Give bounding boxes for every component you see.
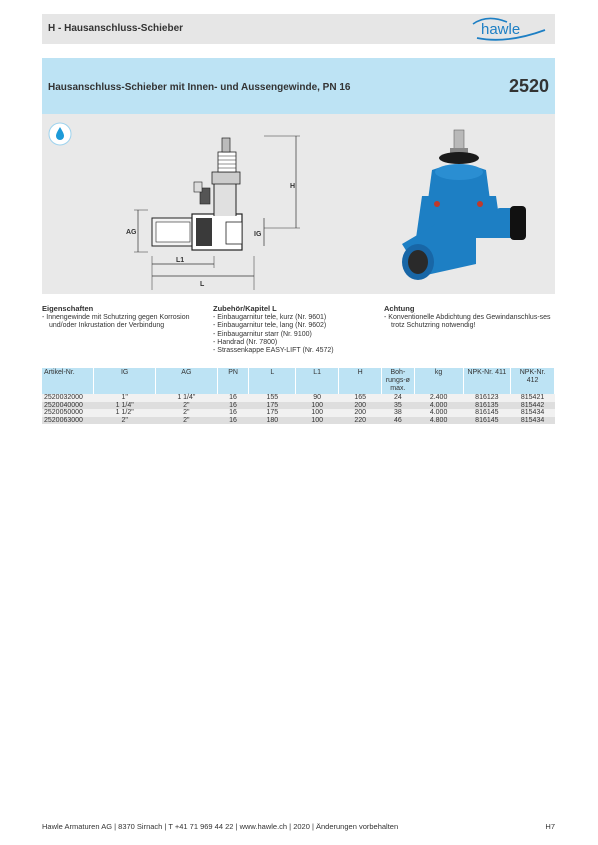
zubehoer-item: - Einbaugarnitur tele, lang (Nr. 9602) <box>213 322 373 330</box>
table-cell: 165 <box>339 394 382 402</box>
table-cell: 100 <box>296 402 339 410</box>
table-cell: 2520063000 <box>42 417 94 425</box>
table-cell: 2" <box>156 417 218 425</box>
col-header: kg <box>414 368 463 394</box>
achtung-item: - Konventionelle Abdichtung des Gewindanschlus-ses trotz Schutzring notwendig! <box>384 314 554 330</box>
table-cell: 16 <box>217 402 249 410</box>
table-cell: 815434 <box>511 409 555 417</box>
dim-label-l: L <box>200 281 205 288</box>
table-cell: 24 <box>382 394 414 402</box>
table-cell: 35 <box>382 402 414 410</box>
table-cell: 2" <box>156 402 218 410</box>
achtung-section <box>384 305 554 331</box>
table-cell: 815442 <box>511 402 555 410</box>
table-cell: 200 <box>339 402 382 410</box>
footer-text: Hawle Armaturen AG | 8370 Sirnach | T +41 71 969 44 22 | www.hawle.ch | 2020 | Änderungen vorbehalten <box>42 822 399 831</box>
table-cell: 100 <box>296 409 339 417</box>
product-image-panel <box>42 114 555 294</box>
col-header: H <box>339 368 382 394</box>
col-header: Artikel-Nr. <box>42 368 94 394</box>
table-header-row <box>42 368 555 394</box>
table-cell: 4.000 <box>414 402 463 410</box>
table-cell: 90 <box>296 394 339 402</box>
dim-label-l1: L1 <box>176 257 185 264</box>
header-bar <box>42 14 555 44</box>
table-cell: 2.400 <box>414 394 463 402</box>
table-cell: 4.000 <box>414 409 463 417</box>
table-cell: 1" <box>94 394 156 402</box>
eigenschaften-section <box>42 305 202 331</box>
section-title: H - Hausanschluss-Schieber <box>48 23 184 34</box>
page-number: H7 <box>545 822 555 831</box>
col-header: PN <box>217 368 249 394</box>
water-drop-icon <box>48 122 72 146</box>
zubehoer-item: - Strassenkappe EASY-LIFT (Nr. 4572) <box>213 347 373 355</box>
table-cell: 2520050000 <box>42 409 94 417</box>
col-header: L <box>249 368 296 394</box>
table-cell: 1 1/2" <box>94 409 156 417</box>
table-cell: 1 1/4" <box>94 402 156 410</box>
table-row <box>42 402 555 410</box>
col-header: L1 <box>296 368 339 394</box>
table-cell: 16 <box>217 394 249 402</box>
table-cell: 100 <box>296 417 339 425</box>
table-row <box>42 417 555 425</box>
product-title-bar <box>42 58 555 114</box>
col-header: NPK-Nr. 411 <box>463 368 511 394</box>
zubehoer-item: - Handrad (Nr. 7800) <box>213 339 373 347</box>
table-cell: 816123 <box>463 394 511 402</box>
table-cell: 815434 <box>511 417 555 425</box>
table-cell: 175 <box>249 409 296 417</box>
product-photo <box>392 120 532 292</box>
col-header: NPK-Nr. 412 <box>511 368 555 394</box>
table-cell: 38 <box>382 409 414 417</box>
table-row <box>42 394 555 402</box>
table-cell: 4.800 <box>414 417 463 425</box>
col-header: IG <box>94 368 156 394</box>
table-body <box>42 394 555 424</box>
table-cell: 816145 <box>463 409 511 417</box>
technical-drawing <box>114 122 344 290</box>
table-cell: 2" <box>94 417 156 425</box>
zubehoer-section <box>213 305 373 355</box>
table-cell: 16 <box>217 417 249 425</box>
col-header: Boh-rungs-ø max. <box>382 368 414 394</box>
eigenschaften-heading: Eigenschaften <box>42 304 94 313</box>
table-cell: 180 <box>249 417 296 425</box>
product-number: 2520 <box>508 76 549 96</box>
table-cell: 815421 <box>511 394 555 402</box>
dim-label-h: H <box>290 183 296 190</box>
table-cell: 2520032000 <box>42 394 94 402</box>
table-cell: 816135 <box>463 402 511 410</box>
spec-table <box>42 368 555 424</box>
table-cell: 16 <box>217 409 249 417</box>
zubehoer-heading: Zubehör/Kapitel L <box>213 304 277 313</box>
eigenschaften-item: - Innengewinde mit Schutzring gegen Korrosion und/oder Inkrustation der Verbindung <box>42 314 202 330</box>
product-title: Hausanschluss-Schieber mit Innen- und Aussengewinde, PN 16 <box>48 82 351 93</box>
achtung-heading: Achtung <box>384 304 415 313</box>
table-cell: 220 <box>339 417 382 425</box>
col-header: AG <box>156 368 218 394</box>
dim-label-ig: IG <box>254 231 262 238</box>
table-cell: 155 <box>249 394 296 402</box>
table-cell: 2520040000 <box>42 402 94 410</box>
logo-text: hawle <box>481 21 521 38</box>
table-row <box>42 409 555 417</box>
zubehoer-item: - Einbaugarnitur tele, kurz (Nr. 9601) <box>213 314 373 322</box>
table-cell: 200 <box>339 409 382 417</box>
table-cell: 1 1/4" <box>156 394 218 402</box>
zubehoer-item: - Einbaugarnitur starr (Nr. 9100) <box>213 331 373 339</box>
hawle-logo <box>467 16 549 42</box>
table-cell: 175 <box>249 402 296 410</box>
table-cell: 46 <box>382 417 414 425</box>
table-cell: 2" <box>156 409 218 417</box>
dim-label-ag: AG <box>126 229 137 236</box>
table-cell: 816145 <box>463 417 511 425</box>
